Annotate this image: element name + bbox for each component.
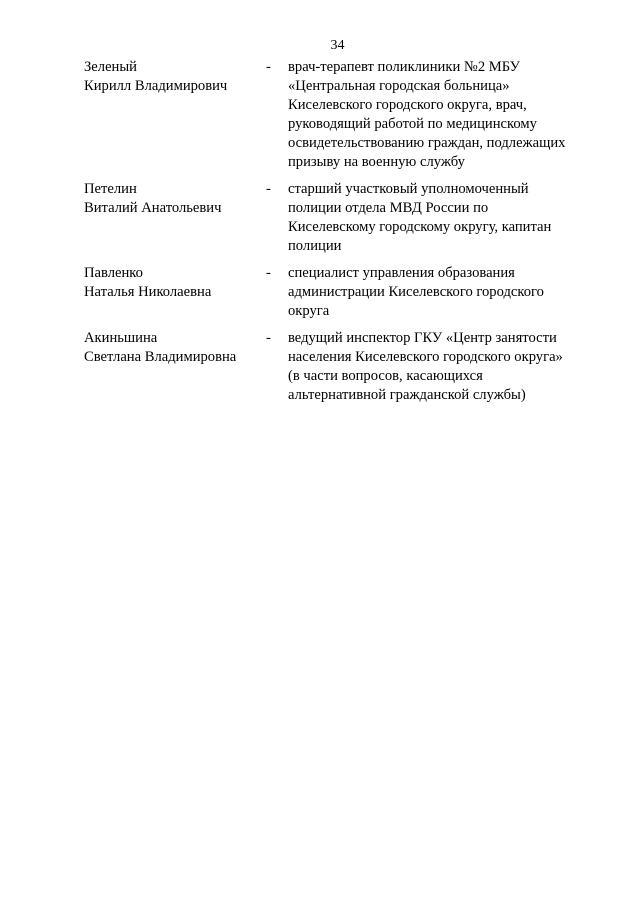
member-name bbox=[84, 58, 266, 96]
member-role bbox=[288, 180, 588, 256]
role-line: Киселевскому городскому округу, капитан bbox=[288, 219, 552, 235]
member-name bbox=[84, 264, 266, 302]
member-name bbox=[84, 329, 266, 367]
commission-member-list bbox=[84, 58, 594, 413]
member-entry bbox=[84, 180, 594, 256]
member-given-names: Виталий Анатольевич bbox=[84, 200, 222, 216]
role-line: «Центральная городская больница» bbox=[288, 78, 510, 94]
member-surname: Зеленый bbox=[84, 59, 137, 75]
role-line: освидетельствованию граждан, подлежащих bbox=[288, 135, 566, 151]
role-line: населения Киселевского городского округа» bbox=[288, 349, 563, 365]
member-given-names: Кирилл Владимирович bbox=[84, 78, 228, 94]
role-line: Киселевского городского округа, врач, bbox=[288, 97, 527, 113]
role-line: призыву на военную службу bbox=[288, 154, 465, 170]
member-role bbox=[288, 264, 588, 321]
role-line: руководящий работой по медицинскому bbox=[288, 116, 537, 132]
separator-dash: - bbox=[266, 265, 271, 281]
page-number: 34 bbox=[330, 38, 345, 53]
member-entry bbox=[84, 329, 594, 405]
role-line: администрации Киселевского городского bbox=[288, 284, 544, 300]
separator-dash: - bbox=[266, 330, 271, 346]
member-entry bbox=[84, 264, 594, 321]
role-line: (в части вопросов, касающихся bbox=[288, 368, 483, 384]
member-given-names: Наталья Николаевна bbox=[84, 284, 212, 300]
role-line: ведущий инспектор ГКУ «Центр занятости bbox=[288, 330, 557, 346]
role-line: альтернативной гражданской службы) bbox=[288, 387, 526, 403]
separator-dash: - bbox=[266, 181, 271, 197]
role-line: специалист управления образования bbox=[288, 265, 515, 281]
role-line: округа bbox=[288, 303, 330, 319]
separator-dash: - bbox=[266, 59, 271, 75]
member-surname: Павленко bbox=[84, 265, 143, 281]
member-given-names: Светлана Владимировна bbox=[84, 349, 237, 365]
member-entry bbox=[84, 58, 594, 172]
member-role bbox=[288, 58, 588, 172]
member-surname: Акиньшина bbox=[84, 330, 158, 346]
member-name bbox=[84, 180, 266, 218]
role-line: старший участковый уполномоченный bbox=[288, 181, 529, 197]
role-line: полиции bbox=[288, 238, 342, 254]
role-line: полиции отдела МВД России по bbox=[288, 200, 489, 216]
member-surname: Петелин bbox=[84, 181, 137, 197]
member-role bbox=[288, 329, 588, 405]
role-line: врач-терапевт поликлиники №2 МБУ bbox=[288, 59, 520, 75]
